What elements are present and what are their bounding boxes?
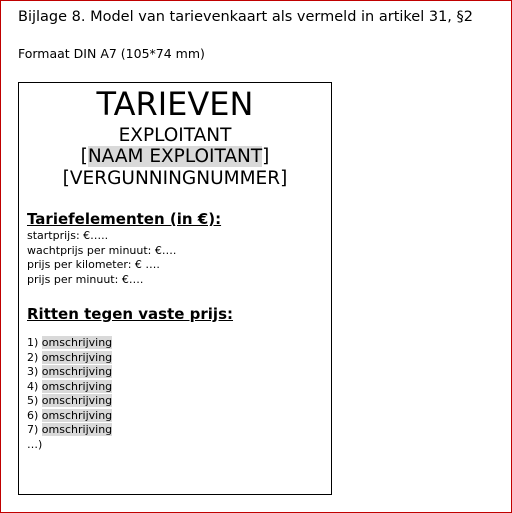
fixed-price-more: …): [27, 437, 43, 451]
bracket-close: ]: [262, 146, 270, 167]
format-note: Formaat DIN A7 (105*74 mm): [18, 46, 205, 61]
fixed-price-item: 7) omschrijving: [27, 423, 113, 436]
fixed-price-list: [27, 336, 112, 452]
exploitant-name-placeholder: NAAM EXPLOITANT: [87, 146, 263, 167]
exploitant-name-line: [19, 146, 331, 167]
fixed-price-section-title: Ritten tegen vaste prijs:: [27, 305, 234, 323]
tariff-list: [27, 229, 176, 287]
tariff-item: prijs per kilometer: € ….: [27, 258, 160, 271]
tariff-item: startprijs: €…..: [27, 229, 109, 242]
tariff-item: wachtprijs per minuut: €….: [27, 243, 177, 257]
fixed-price-item: 3) omschrijving: [27, 365, 113, 378]
fixed-price-item: 5) omschrijving: [27, 394, 113, 407]
fixed-price-item: 2) omschrijving: [27, 350, 113, 364]
fixed-price-item: 1) omschrijving: [27, 336, 113, 349]
tariff-card: [18, 82, 332, 495]
fixed-price-item: 6) omschrijving: [27, 408, 113, 422]
license-number: [VERGUNNINGNUMMER]: [62, 168, 288, 189]
tariff-item: prijs per minuut: €….: [27, 272, 144, 286]
page-heading: Bijlage 8. Model van tarievenkaart als vermeld in artikel 31, §2: [18, 9, 473, 25]
tariff-section-title: Tariefelementen (in €):: [27, 210, 222, 228]
bracket-open: [: [80, 146, 88, 167]
card-title: TARIEVEN: [96, 85, 254, 123]
exploitant-label: EXPLOITANT: [118, 125, 232, 146]
fixed-price-item: 4) omschrijving: [27, 379, 113, 393]
